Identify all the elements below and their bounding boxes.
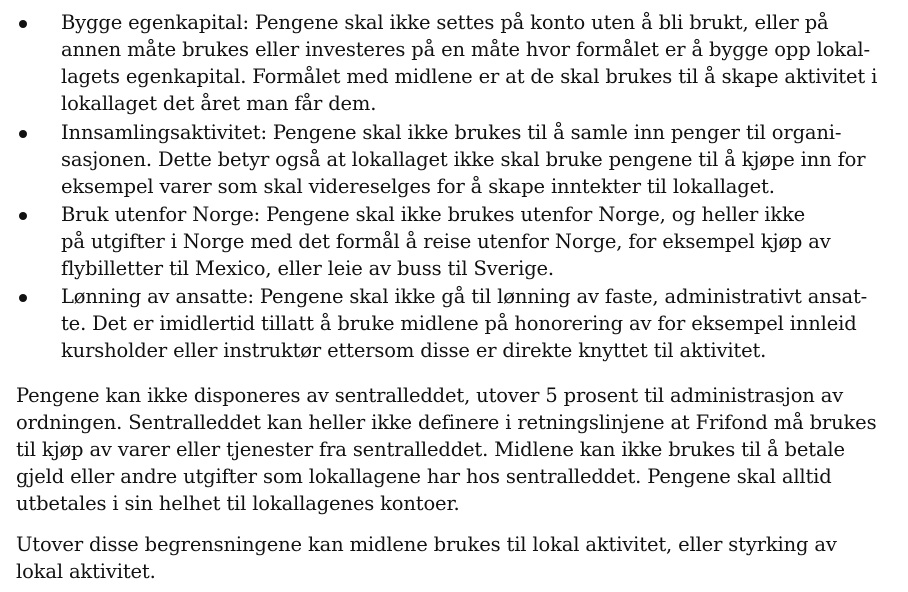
bullet-marker — [19, 130, 27, 138]
bullet-4-line-2: te. Det er imidlertid tillatt å bruke midlene på honorering av for eksempel innleid — [61, 312, 857, 335]
bullet-marker — [19, 212, 27, 220]
paragraph-2-line-2: lokal aktivitet. — [16, 560, 156, 583]
paragraph-2-line-1: Utover disse begrensningene kan midlene brukes til lokal aktivitet, eller styrking av — [16, 533, 837, 556]
bullet-2-line-3: eksempel varer som skal videreselges for å skape inntekter til lokallaget. — [61, 175, 775, 198]
bullet-2-line-1: Innsamlingsaktivitet: Pengene skal ikke brukes til å samle inn penger til organi- — [61, 121, 842, 144]
paragraph-1-line-3: til kjøp av varer eller tjenester fra sentralleddet. Midlene kan ikke brukes til å betale — [16, 438, 845, 461]
paragraph-1-line-1: Pengene kan ikke disponeres av sentralleddet, utover 5 prosent til administrasjon av — [16, 384, 844, 407]
bullet-2-line-2: sasjonen. Dette betyr også at lokallaget ikke skal bruke pengene til å kjøpe inn for — [61, 148, 866, 171]
bullet-marker — [19, 20, 27, 28]
paragraph-1-line-5: utbetales i sin helhet til lokallagenes kontoer. — [16, 492, 460, 515]
bullet-1-line-2: annen måte brukes eller investeres på en måte hvor formålet er å bygge opp lokal- — [61, 38, 870, 61]
bullet-4-line-1: Lønning av ansatte: Pengene skal ikke gå til lønning av faste, administrativt ansat- — [61, 285, 868, 308]
bullet-1-line-1: Bygge egenkapital: Pengene skal ikke settes på konto uten å bli brukt, eller på — [61, 11, 829, 34]
bullet-3-line-2: på utgifter i Norge med det formål å reise utenfor Norge, for eksempel kjøp av — [61, 230, 831, 253]
paragraph-1-line-4: gjeld eller andre utgifter som lokallagene har hos sentralleddet. Pengene skal alltid — [16, 465, 832, 488]
bullet-3-line-1: Bruk utenfor Norge: Pengene skal ikke brukes utenfor Norge, og heller ikke — [61, 203, 806, 226]
bullet-1-line-4: lokallaget det året man får dem. — [61, 92, 377, 115]
bullet-1-line-3: lagets egenkapital. Formålet med midlene er at de skal brukes til å skape aktivitet i — [61, 65, 878, 88]
bullet-3-line-3: flybilletter til Mexico, eller leie av buss til Sverige. — [61, 257, 554, 280]
bullet-4-line-3: kursholder eller instruktør ettersom disse er direkte knyttet til aktivitet. — [61, 339, 767, 362]
bullet-marker — [19, 294, 27, 302]
paragraph-1-line-2: ordningen. Sentralleddet kan heller ikke definere i retningslinjene at Frifond må brukes — [16, 411, 877, 434]
